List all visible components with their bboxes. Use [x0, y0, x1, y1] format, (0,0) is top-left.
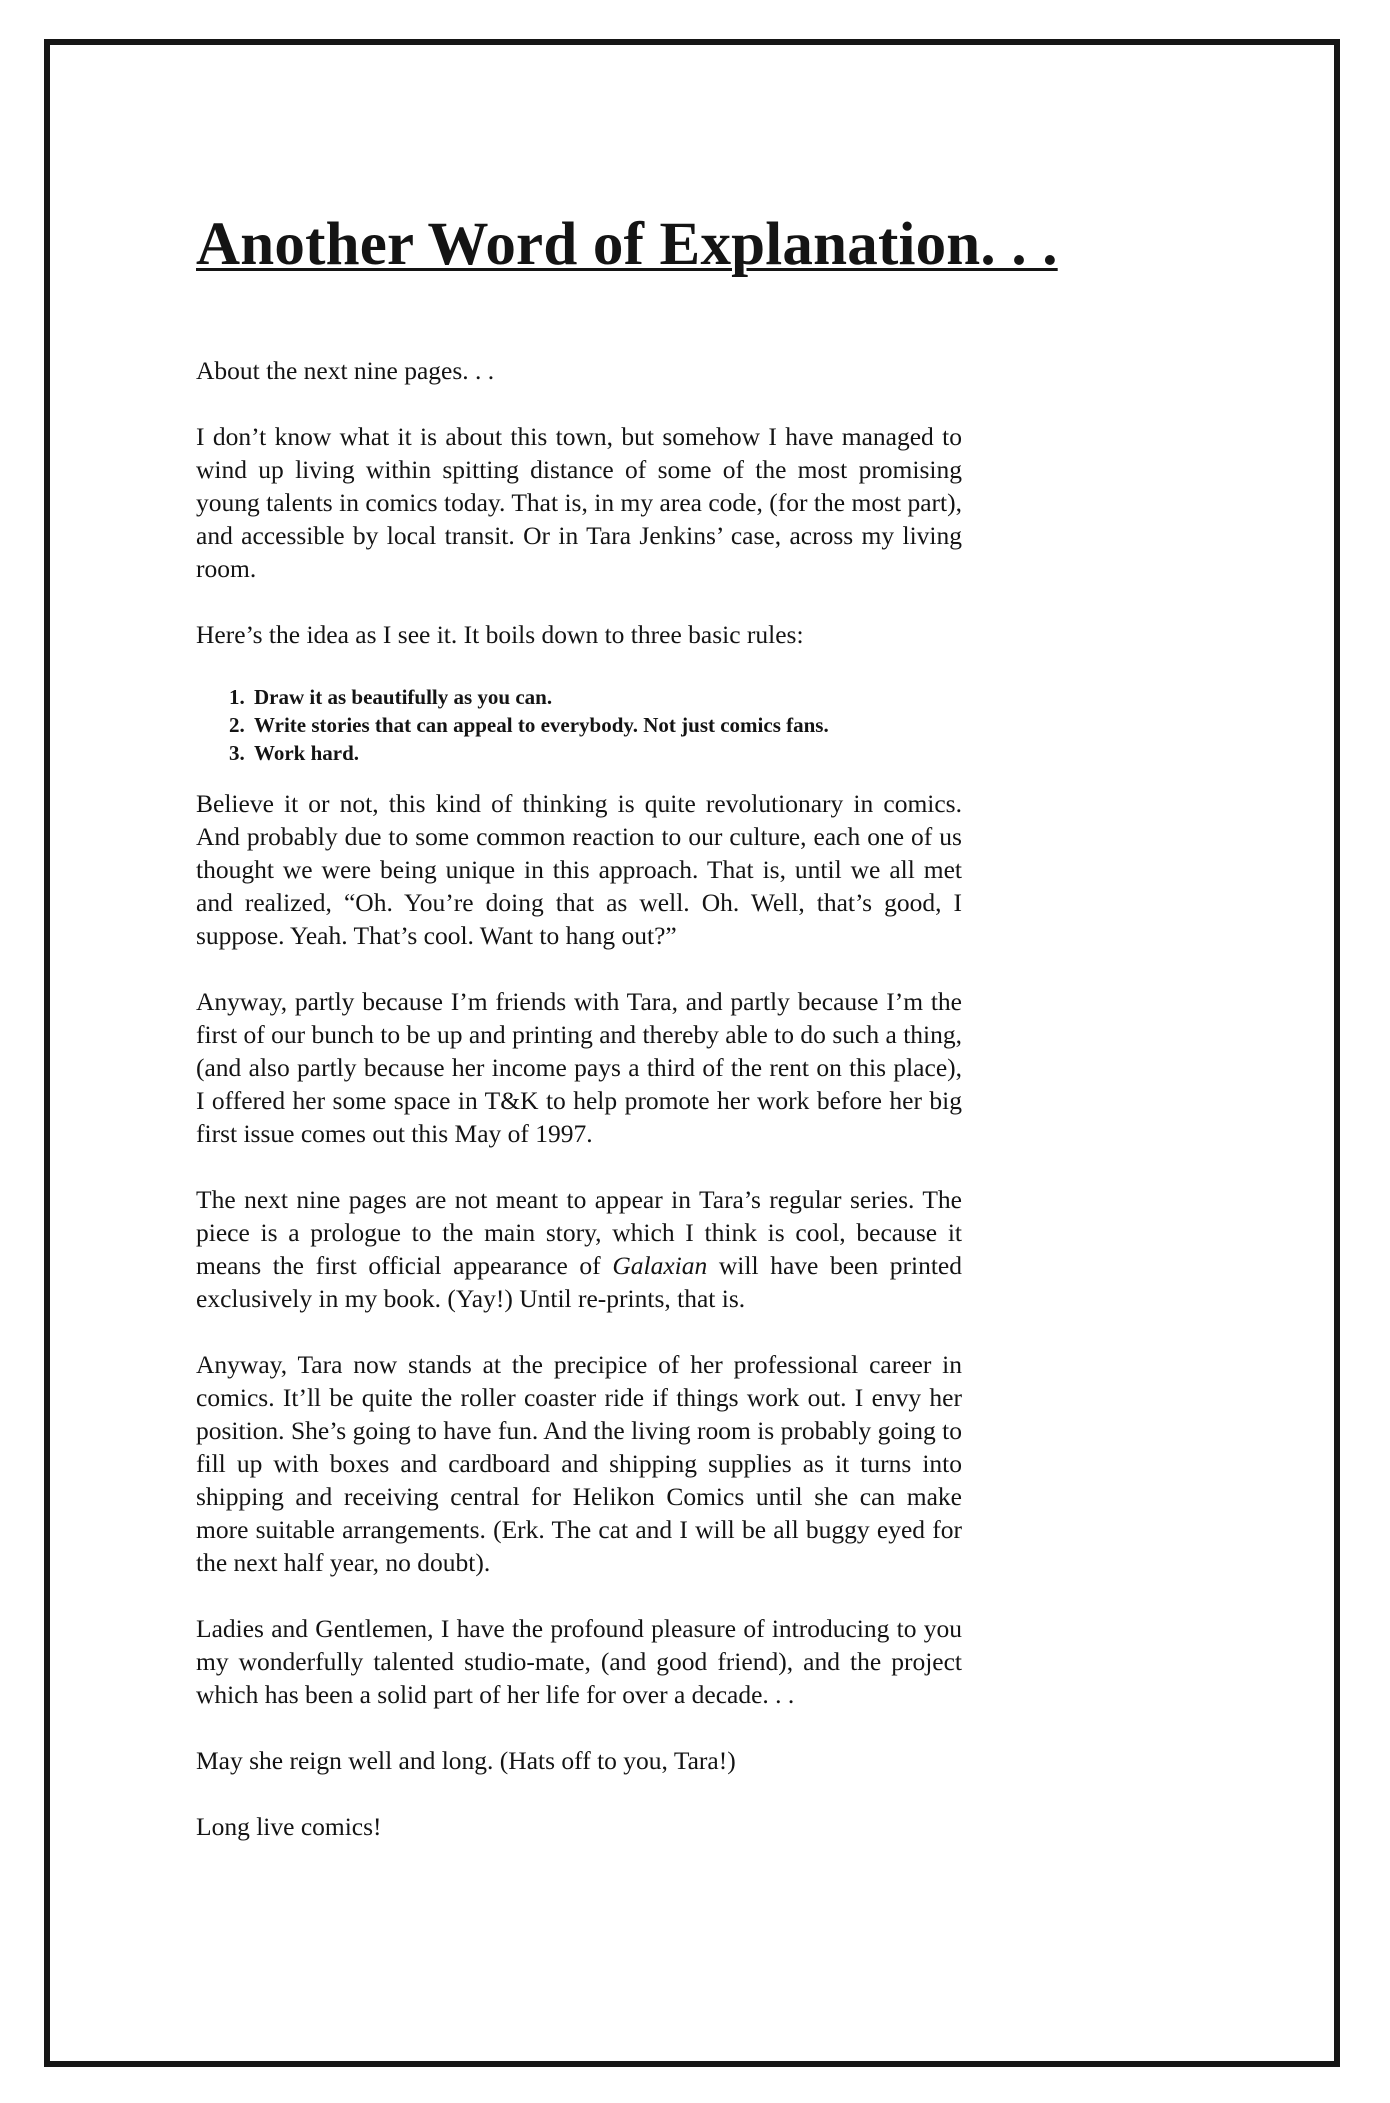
- prologue-text-start: The next nine pages are not meant to appear in Tara’s regular series. The piece is a prologue to the main story, which I think is cool, because it means the first official appearance of: [196, 1185, 962, 1280]
- rule-item: 3. Work hard.: [250, 739, 962, 767]
- closing-line: Long live comics!: [196, 1812, 382, 1841]
- paragraph-town: I don’t know what it is about this town, but somehow I have managed to wind up living within spitting distance of some of the most promising young talents in comics today. That is, in my area code, (for the most part), and accessible by local transit. Or in Tara Jenkins’ case, across my living room.: [196, 422, 962, 583]
- rule-item: 1. Draw it as beautifully as you can.: [250, 683, 962, 711]
- series-title: Galaxian: [612, 1251, 708, 1280]
- rules-list: [196, 683, 962, 767]
- paragraph-revolutionary: Believe it or not, this kind of thinking is quite revolutionary in comics. And probably due to some common reaction to our culture, each one of us thought we were being unique in this approach. That is, until we all met and realized, “Oh. You’re doing that as well. Oh. Well, that’s good, I suppose. Yeah. That’s cool. Want to hang out?”: [196, 789, 962, 950]
- paragraph-idea: Here’s the idea as I see it. It boils down to three basic rules:: [196, 620, 804, 649]
- paragraph-career: Anyway, Tara now stands at the precipice of her professional career in comics. It’ll be quite the roller coaster ride if things work out. I envy her position. She’s going to have fun. And the living room is probably going to fill up with boxes and cardboard and shipping supplies as it turns into shipping and receiving central for Helikon Comics until she can make more suitable arrangements. (Erk. The cat and I will be all buggy eyed for the next half year, no doubt).: [196, 1350, 962, 1577]
- paragraph-prologue: [196, 1183, 962, 1315]
- intro-line: About the next nine pages. . .: [196, 356, 495, 385]
- rule-item: 2. Write stories that can appeal to everybody. Not just comics fans.: [250, 711, 962, 739]
- document-body: [196, 210, 1058, 1843]
- prologue-text-end: will have been printed exclusively in my book. (Yay!) Until re-prints, that is.: [196, 1251, 962, 1313]
- page-title: Another Word of Explanation. . .: [196, 211, 1058, 278]
- paragraph-reign: May she reign well and long. (Hats off to you, Tara!): [196, 1746, 736, 1775]
- paragraph-friends: Anyway, partly because I’m friends with Tara, and partly because I’m the first of our bunch to be up and printing and thereby able to do such a thing, (and also partly because her income pays a third of the rent on this place), I offered her some space in T&K to help promote her work before her big first issue comes out this May of 1997.: [196, 987, 962, 1148]
- paragraph-introduction: Ladies and Gentlemen, I have the profound pleasure of introducing to you my wonderfully talented studio-mate, (and good friend), and the project which has been a solid part of her life for over a decade. . .: [196, 1614, 962, 1709]
